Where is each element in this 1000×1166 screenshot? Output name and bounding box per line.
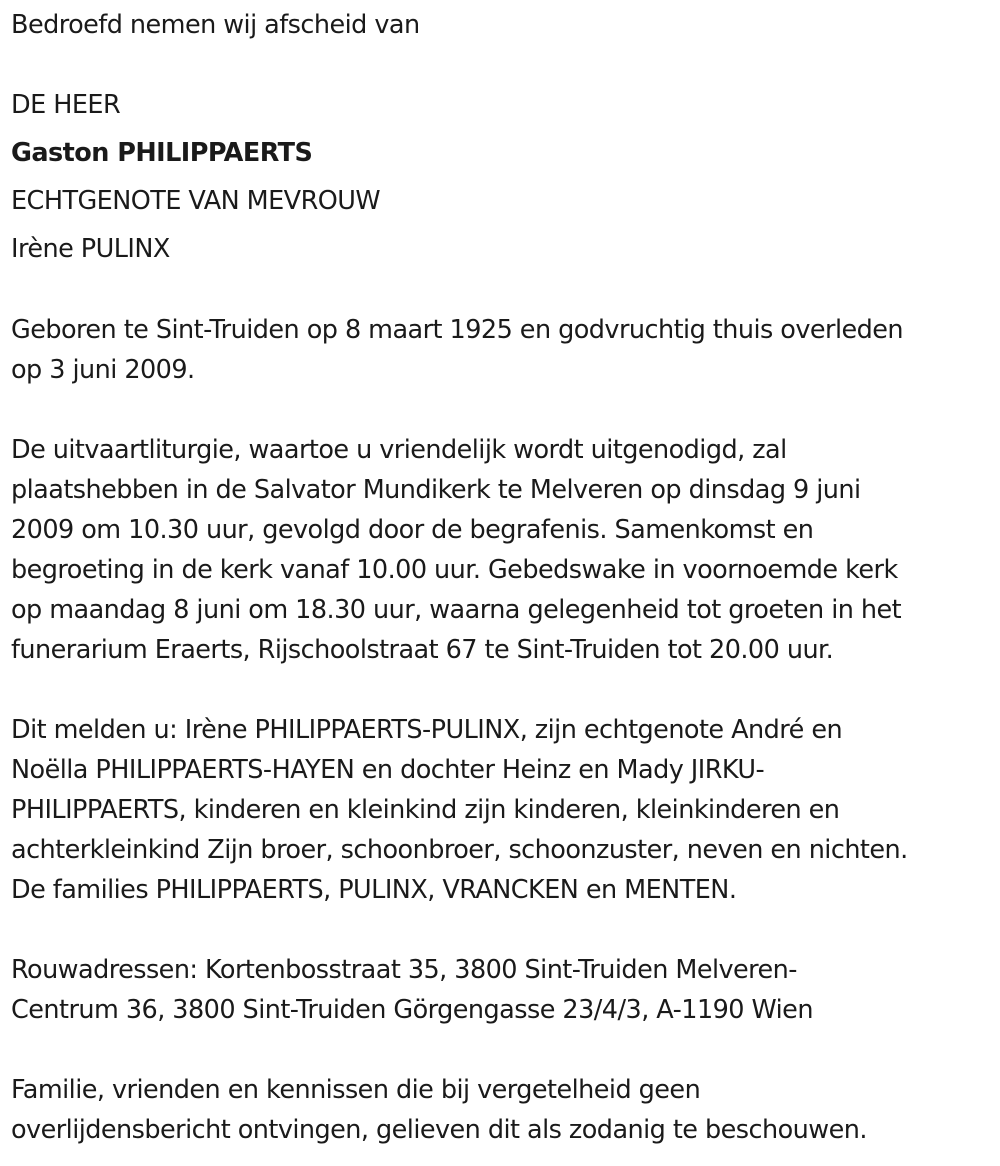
title-text: DE HEER [11, 90, 121, 120]
spouse-label: ECHTGENOTE VAN MEVROUW [11, 186, 381, 216]
paragraph-line: Centrum 36, 3800 Sint-Truiden Görgengasse 23/4/3, A-1190 Wien [11, 995, 813, 1025]
paragraph-line: De uitvaartliturgie, waartoe u vriendelijk wordt uitgenodigd, zal [11, 435, 787, 465]
paragraph-line: overlijdensbericht ontvingen, gelieven dit als zodanig te beschouwen. [11, 1115, 867, 1145]
paragraph-line: achterkleinkind Zijn broer, schoonbroer, schoonzuster, neven en nichten. [11, 835, 908, 865]
paragraph-line: plaatshebben in de Salvator Mundikerk te Melveren op dinsdag 9 juni [11, 475, 861, 505]
intro-text: Bedroefd nemen wij afscheid van [11, 10, 420, 40]
closing-paragraph [11, 1070, 996, 1150]
paragraph-line: op maandag 8 juni om 18.30 uur, waarna gelegenheid tot groeten in het [11, 595, 902, 625]
paragraph-line: De families PHILIPPAERTS, PULINX, VRANCKEN en MENTEN. [11, 875, 737, 905]
paragraph-line: Dit melden u: Irène PHILIPPAERTS-PULINX, zijn echtgenote André en [11, 715, 843, 745]
paragraph-line: Noëlla PHILIPPAERTS-HAYEN en dochter Heinz en Mady JIRKU- [11, 755, 765, 785]
birth-death-paragraph [11, 310, 996, 390]
paragraph-line: 2009 om 10.30 uur, gevolgd door de begrafenis. Samenkomst en [11, 515, 814, 545]
addresses-paragraph [11, 950, 996, 1030]
funeral-paragraph [11, 430, 996, 670]
spouse-name: Irène PULINX [11, 234, 170, 264]
paragraph-line: Geboren te Sint-Truiden op 8 maart 1925 en godvruchtig thuis overleden [11, 315, 904, 345]
announced-by-paragraph [11, 710, 996, 910]
paragraph-line: PHILIPPAERTS, kinderen en kleinkind zijn kinderen, kleinkinderen en [11, 795, 840, 825]
paragraph-line: op 3 juni 2009. [11, 355, 195, 385]
paragraph-line: Familie, vrienden en kennissen die bij vergetelheid geen [11, 1075, 701, 1105]
deceased-name: Gaston PHILIPPAERTS [11, 138, 313, 168]
paragraph-line: funerarium Eraerts, Rijschoolstraat 67 te Sint-Truiden tot 20.00 uur. [11, 635, 834, 665]
paragraph-line: Rouwadressen: Kortenbosstraat 35, 3800 Sint-Truiden Melveren- [11, 955, 797, 985]
paragraph-line: begroeting in de kerk vanaf 10.00 uur. Gebedswake in voornoemde kerk [11, 555, 898, 585]
